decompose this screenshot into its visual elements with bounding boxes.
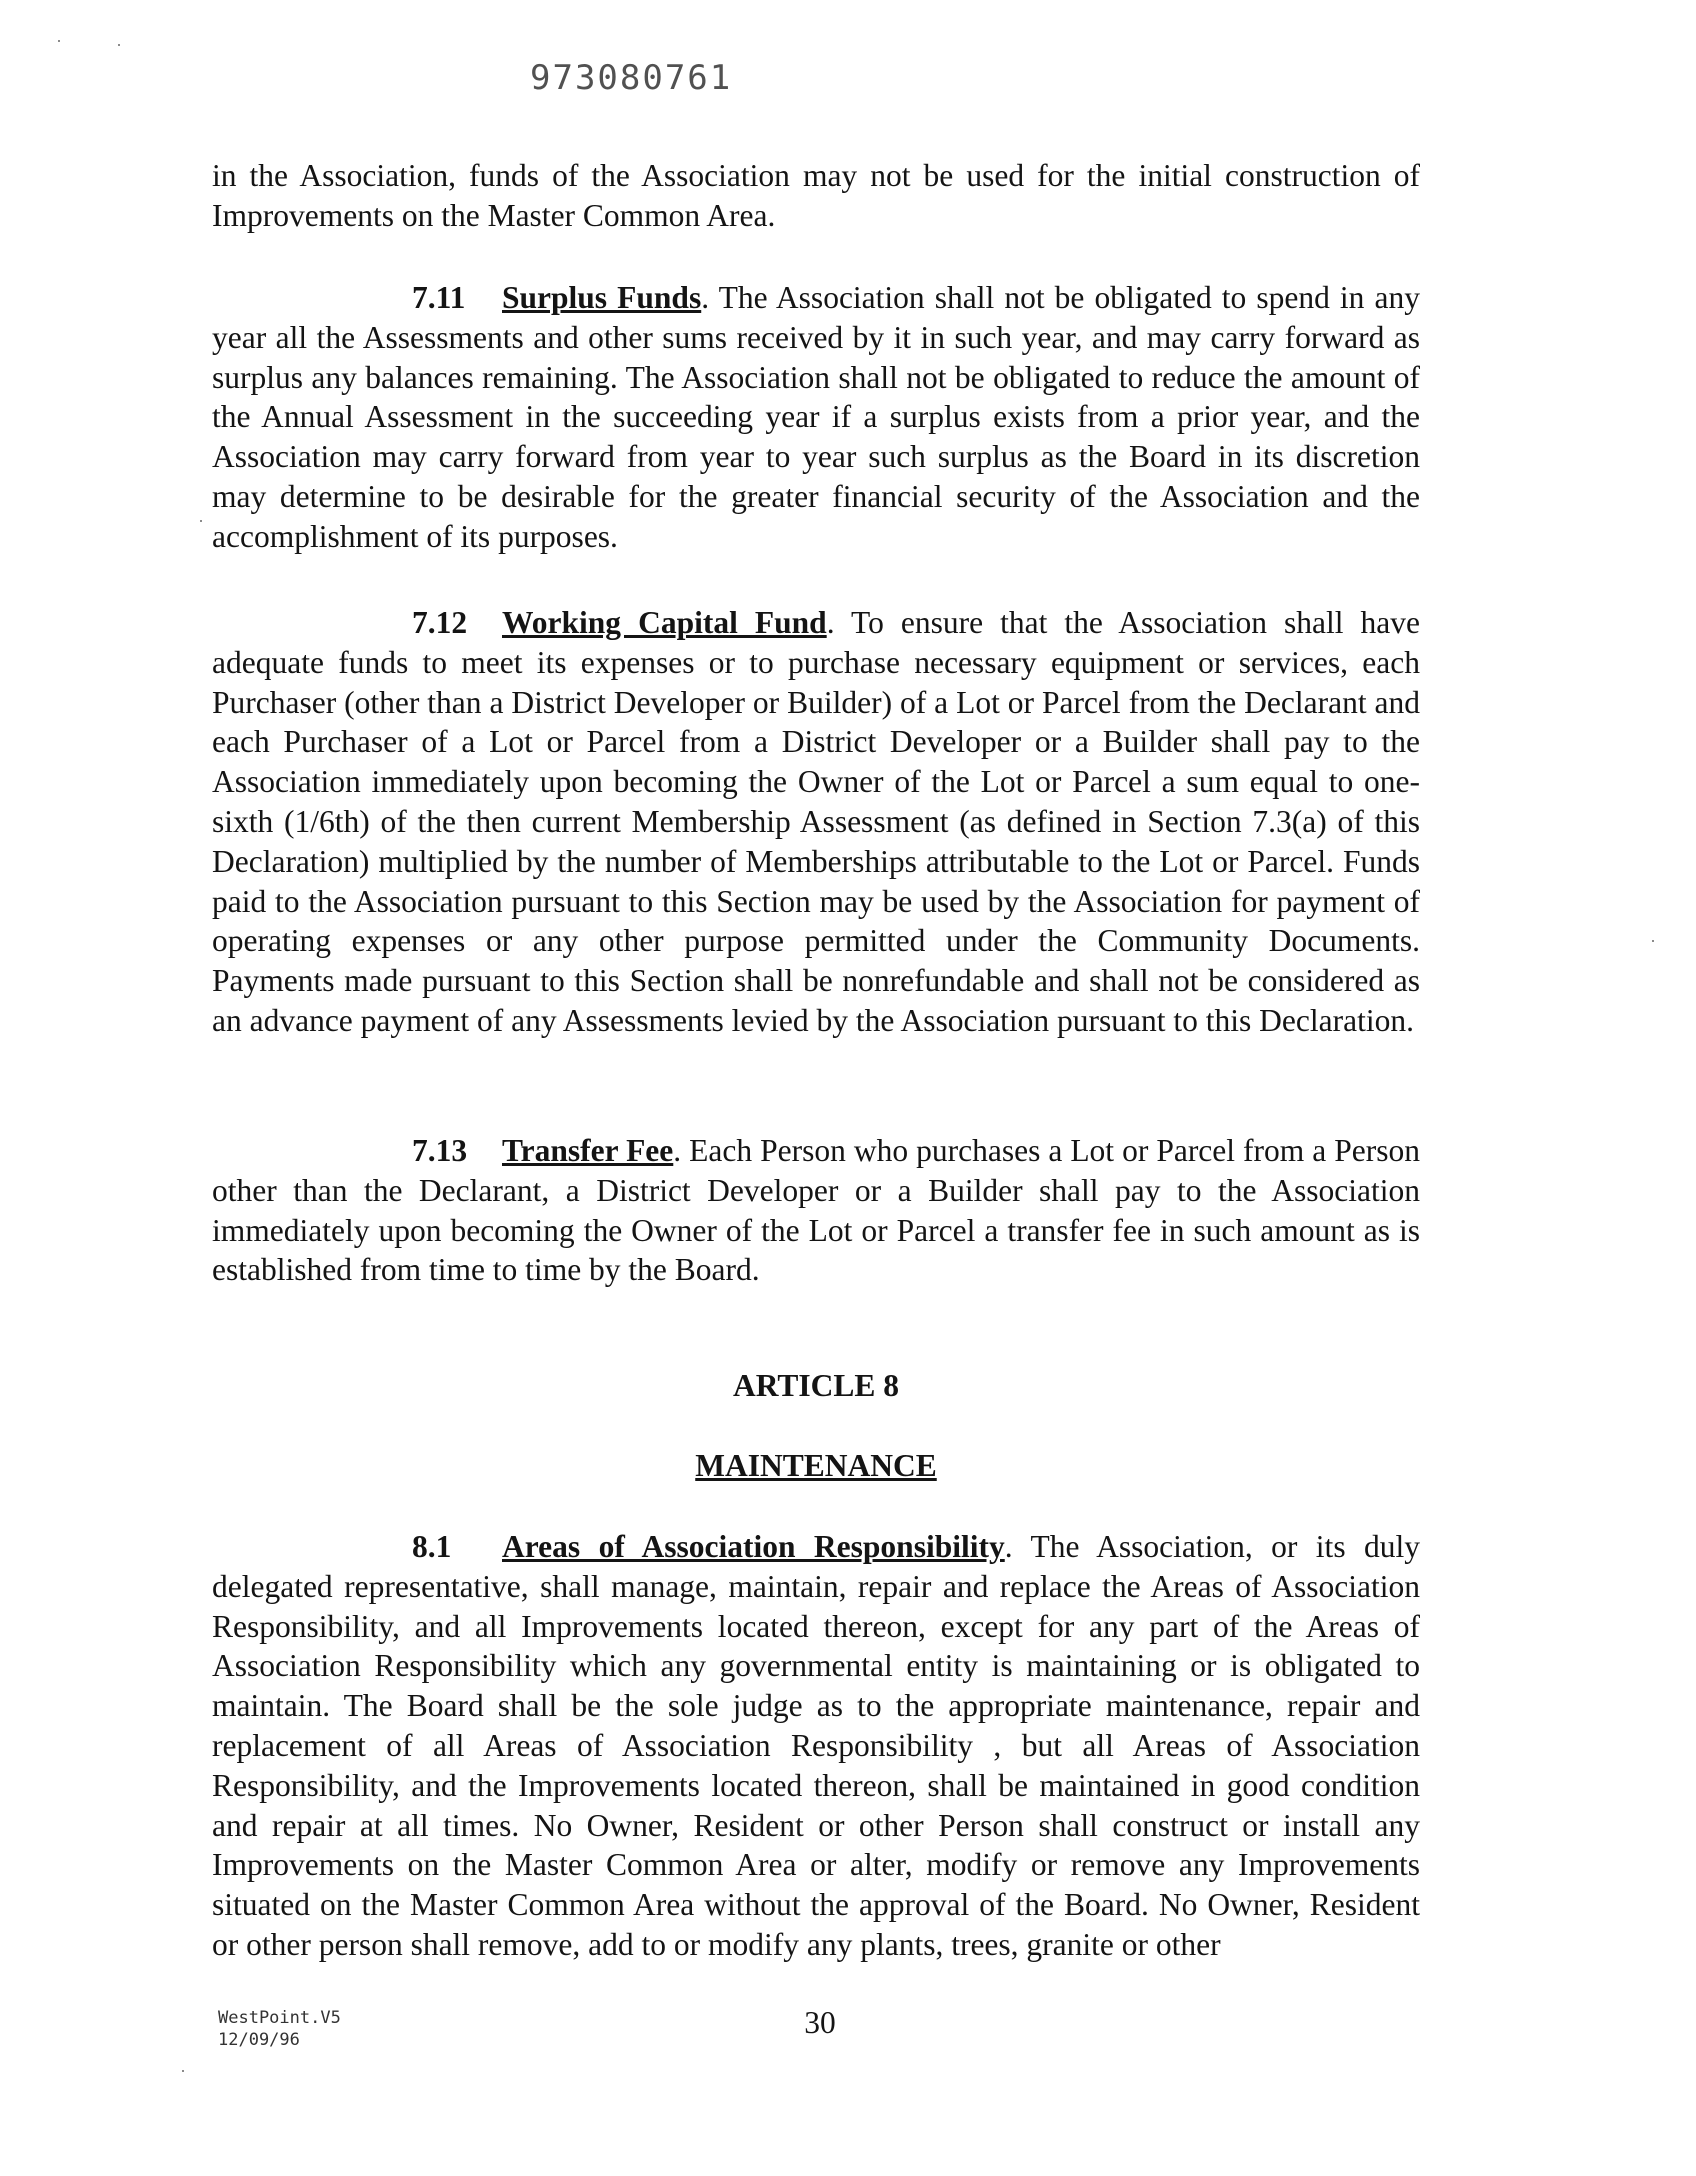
- section-text: . To ensure that the Association shall have adequate funds to meet its expenses or to purchase necessary equipment or services, each Purchaser (other than a District Developer or Builder) of a Lot or Parcel from the Declarant and each Purchaser of a Lot or Parcel from a District Developer or a Builder shall pay to the Association immediately upon becoming the Owner of the Lot or Parcel a sum equal to one-sixth (1/6th) of the then current Membership Assessment (as defined in Section 7.3(a) of this Declaration) multiplied by the number of Memberships attributable to the Lot or Parcel. Funds paid to the Association pursuant to this Section may be used by the Association for payment of operating expenses or any other purpose permitted under the Community Documents. Payments made pursuant to this Section shall be nonrefundable and shall not be considered as an advance payment of any Assessments levied by the Association pursuant to this Declaration.: [212, 605, 1420, 1038]
- paragraph-continuation: in the Association, funds of the Association may not be used for the initial construction of Improvements on the Master Common Area.: [212, 158, 1420, 233]
- section-title: Areas of Association Responsibility: [502, 1529, 1005, 1564]
- scan-speck: [1652, 940, 1654, 942]
- document-stamp-number: 973080761: [530, 58, 733, 98]
- footer-date: 12/09/96: [218, 2030, 300, 2050]
- section-text: . The Association, or its duly delegated representative, shall manage, maintain, repair and replace the Areas of Association Responsibility, and all Improvements located thereon, except for any part of the Areas of Association Responsibility which any governmental entity is maintaining or is obligated to maintain. The Board shall be the sole judge as to the appropriate maintenance, repair and replacement of all Areas of Association Responsibility , but all Areas of Association Responsibility, and the Improvements located thereon, shall be maintained in good condition and repair at all times. No Owner, Resident or other Person shall construct or install any Improvements on the Master Common Area or alter, modify or remove any Improvements situated on the Master Common Area without the approval of the Board. No Owner, Resident or other person shall remove, add to or modify any plants, trees, granite or other: [212, 1529, 1420, 1962]
- section-number: 7.11: [412, 280, 466, 315]
- section-text: . Each Person who purchases a Lot or Parcel from a Person other than the Declarant, a District Developer or a Builder shall pay to the Association immediately upon becoming the Owner of the Lot or Parcel a transfer fee in such amount as is established from time to time by the Board.: [212, 1133, 1420, 1288]
- scan-speck: [182, 2070, 184, 2072]
- footer-file-name: WestPoint.V5: [218, 2008, 341, 2028]
- article-heading: ARTICLE 8: [732, 1368, 900, 1403]
- scan-speck: [200, 520, 202, 522]
- section-7-12: [212, 603, 1420, 1041]
- section-number: 8.1: [412, 1529, 452, 1564]
- article-title: MAINTENANCE: [695, 1448, 937, 1483]
- page-number: 30: [804, 2005, 836, 2040]
- scan-speck: [58, 40, 60, 42]
- section-title: Working Capital Fund: [502, 605, 827, 640]
- section-7-11: [212, 278, 1420, 557]
- scan-speck: [118, 44, 120, 46]
- section-number: 7.12: [412, 605, 468, 640]
- section-7-13: [212, 1131, 1420, 1290]
- section-title: Transfer Fee: [502, 1133, 674, 1168]
- section-8-1: [212, 1527, 1420, 1965]
- footer-file-info: [218, 2007, 341, 2051]
- section-text: . The Association shall not be obligated to spend in any year all the Assessments and other sums received by it in such year, and may carry forward as surplus any balances remaining. The Association shall not be obligated to reduce the amount of the Annual Assessment in the succeeding year if a surplus exists from a prior year, and the Association may carry forward from year to year such surplus as the Board in its discretion may determine to be desirable for the greater financial security of the Association and the accomplishment of its purposes.: [212, 280, 1420, 554]
- section-title: Surplus Funds: [502, 280, 702, 315]
- section-number: 7.13: [412, 1133, 468, 1168]
